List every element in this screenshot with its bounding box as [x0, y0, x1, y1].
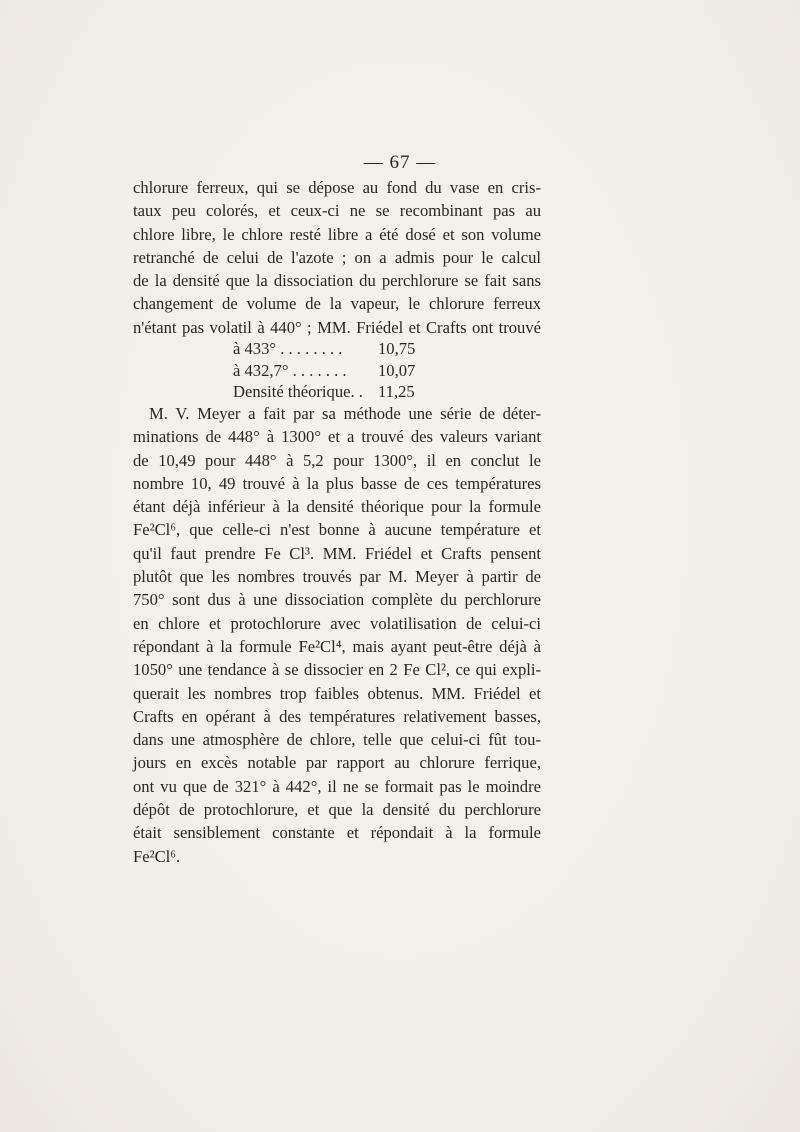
- row-label: Densité théorique. .: [233, 382, 363, 401]
- row-label: à 433° . . . . . . . .: [233, 339, 343, 358]
- text-line: plutôt que les nombres trouvés par M. Meyer à partir de: [133, 567, 541, 587]
- row-value: 11,25: [378, 382, 415, 401]
- text-line: chlorure ferreux, qui se dépose au fond du vase en cris-: [133, 178, 541, 197]
- text-line: Crafts en opérant à des températures relativement basses,: [133, 706, 541, 726]
- text-line: de la densité que la dissociation du perchlorure se fait sans: [133, 271, 541, 291]
- text-line: Fe²Cl⁶, que celle-ci n'est bonne à aucune température et: [133, 520, 541, 540]
- text-line: étant déjà inférieur à la densité théorique pour la formule: [133, 497, 541, 517]
- text-line: taux peu colorés, et ceux-ci ne se recombinant pas au: [133, 201, 541, 221]
- table-row: [233, 338, 415, 360]
- text-line: minations de 448° à 1300° et a trouvé des valeurs variant: [133, 427, 541, 447]
- text-line: changement de volume de la vapeur, le chlorure ferreux: [133, 294, 541, 314]
- text-line: Fe²Cl⁶.: [133, 846, 181, 866]
- text-line: 1050° une tendance à se dissocier en 2 Fe Cl², ce qui expli-: [133, 660, 541, 680]
- row-value: 10,75: [378, 339, 416, 358]
- text-line: querait les nombres trop faibles obtenus. MM. Friédel et: [133, 683, 541, 703]
- text-line: retranché de celui de l'azote ; on a admis pour le calcul: [133, 247, 541, 267]
- row-value: 10,07: [378, 360, 416, 380]
- text-line: de 10,49 pour 448° à 5,2 pour 1300°, il en conclut le: [133, 450, 541, 470]
- text-line: 750° sont dus à une dissociation complète du perchlorure: [133, 590, 541, 610]
- paragraph-1: [133, 176, 541, 339]
- text-line: n'étant pas volatil à 440° ; MM. Friédel et Crafts ont trouvé: [133, 317, 541, 337]
- paragraph-2: [133, 402, 541, 868]
- text-line: en chlore et protochlorure avec volatilisation de celui-ci: [133, 613, 541, 633]
- table-row: [233, 381, 415, 403]
- density-table: [233, 338, 415, 403]
- page-number: — 67 —: [363, 152, 437, 173]
- text-line: M. V. Meyer a fait par sa méthode une série de déter-: [149, 404, 541, 423]
- text-line: chlore libre, le chlore resté libre a été dosé et son volume: [133, 224, 541, 244]
- text-line: dépôt de protochlorure, et que la densité du perchlorure: [133, 800, 541, 820]
- table-row: [233, 360, 415, 382]
- text-line: jours en excès notable par rapport au chlorure ferrique,: [133, 753, 541, 773]
- text-line: répondant à la formule Fe²Cl⁴, mais ayant peut-être déjà à: [133, 636, 541, 656]
- text-line: était sensiblement constante et répondait à la formule: [133, 823, 541, 843]
- text-line: qu'il faut prendre Fe Cl³. MM. Friédel et Crafts pensent: [133, 543, 541, 563]
- text-line: nombre 10, 49 trouvé à la plus basse de ces températures: [133, 473, 541, 493]
- text-line: dans une atmosphère de chlore, telle que celui-ci fût tou-: [133, 730, 541, 750]
- row-label: à 432,7° . . . . . . .: [233, 360, 347, 380]
- text-line: ont vu que de 321° à 442°, il ne se formait pas le moindre: [133, 776, 541, 796]
